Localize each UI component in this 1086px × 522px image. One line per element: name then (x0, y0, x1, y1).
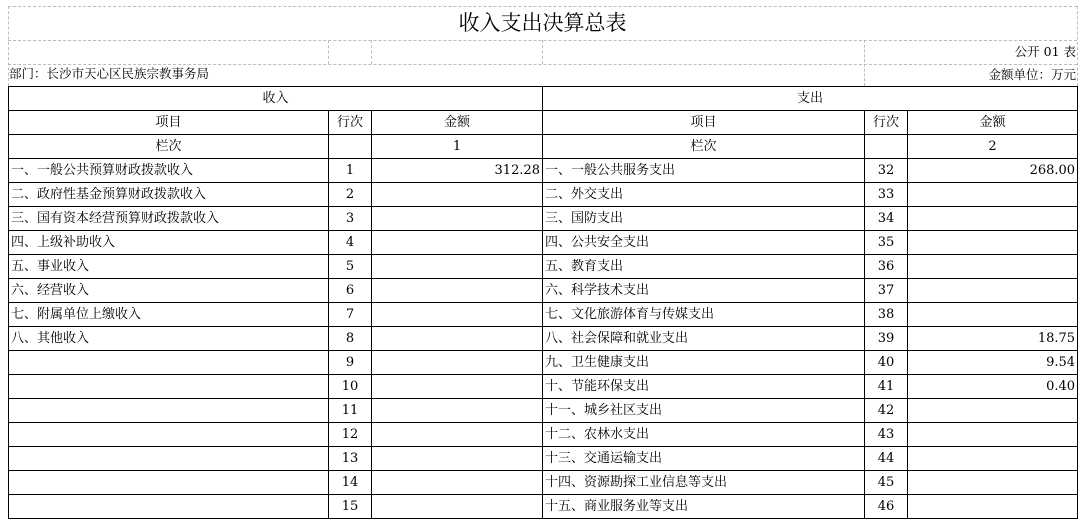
table-row (9, 447, 1078, 471)
expense-rowno-cell: 43 (865, 423, 908, 447)
income-rowno-cell: 1 (329, 159, 372, 183)
income-item-cell: 六、经营收入 (9, 279, 329, 303)
expense-item-cell: 二、外交支出 (543, 183, 865, 207)
income-amount-cell (372, 447, 543, 471)
income-item-cell: 三、国有资本经营预算财政拨款收入 (9, 207, 329, 231)
table-row (9, 279, 1078, 303)
expense-amount-cell (908, 279, 1078, 303)
gridline (371, 40, 372, 64)
income-amount-cell (372, 183, 543, 207)
income-seq-label: 栏次 (9, 135, 329, 159)
expense-item-cell: 十二、农林水支出 (543, 423, 865, 447)
expense-amount-cell: 268.00 (908, 159, 1078, 183)
table-row (9, 375, 1078, 399)
table-row (9, 399, 1078, 423)
income-item-cell (9, 447, 329, 471)
expense-rowno-cell: 38 (865, 303, 908, 327)
expense-item-cell: 十五、商业服务业等支出 (543, 495, 865, 519)
expense-rowno-cell: 35 (865, 231, 908, 255)
income-amount-cell (372, 471, 543, 495)
income-rowno-cell: 8 (329, 327, 372, 351)
expense-rowno-cell: 34 (865, 207, 908, 231)
income-rowno-header: 行次 (329, 111, 372, 135)
table-row (9, 231, 1078, 255)
gridline (328, 40, 329, 64)
expense-rowno-cell: 36 (865, 255, 908, 279)
unit-label: 金额单位：万元 (988, 67, 1076, 82)
header-row-columns (9, 111, 1078, 135)
expense-rowno-cell: 44 (865, 447, 908, 471)
expense-seq-number: 2 (908, 135, 1078, 159)
income-item-cell: 八、其他收入 (9, 327, 329, 351)
expense-amount-cell (908, 447, 1078, 471)
expense-seq-empty (865, 135, 908, 159)
header-row-section (9, 87, 1078, 111)
income-amount-cell (372, 327, 543, 351)
expense-amount-cell (908, 183, 1078, 207)
income-item-cell (9, 423, 329, 447)
income-rowno-cell: 14 (329, 471, 372, 495)
expense-rowno-cell: 39 (865, 327, 908, 351)
budget-table (8, 86, 1078, 519)
income-amount-cell (372, 207, 543, 231)
income-rowno-cell: 11 (329, 399, 372, 423)
income-amount-cell (372, 495, 543, 519)
expense-rowno-cell: 37 (865, 279, 908, 303)
income-amount-cell (372, 423, 543, 447)
income-item-cell (9, 351, 329, 375)
expense-seq-label: 栏次 (543, 135, 865, 159)
income-rowno-cell: 15 (329, 495, 372, 519)
expense-item-cell: 三、国防支出 (543, 207, 865, 231)
expense-rowno-cell: 41 (865, 375, 908, 399)
gridline (1077, 6, 1078, 86)
income-rowno-cell: 6 (329, 279, 372, 303)
income-rowno-cell: 2 (329, 183, 372, 207)
table-row (9, 351, 1078, 375)
expense-rowno-cell: 42 (865, 399, 908, 423)
page-title: 收入支出决算总表 (458, 11, 627, 35)
income-rowno-cell: 3 (329, 207, 372, 231)
income-item-cell: 一、一般公共预算财政拨款收入 (9, 159, 329, 183)
income-rowno-cell: 7 (329, 303, 372, 327)
header-row-seq (9, 135, 1078, 159)
expense-amount-cell: 0.40 (908, 375, 1078, 399)
income-header: 收入 (9, 87, 543, 111)
expense-amount-cell (908, 255, 1078, 279)
expense-amount-cell (908, 399, 1078, 423)
income-rowno-cell: 4 (329, 231, 372, 255)
expense-item-cell: 九、卫生健康支出 (543, 351, 865, 375)
income-item-cell: 四、上级补助收入 (9, 231, 329, 255)
expense-item-cell: 十一、城乡社区支出 (543, 399, 865, 423)
expense-amount-cell: 18.75 (908, 327, 1078, 351)
income-amount-cell (372, 279, 543, 303)
income-rowno-cell: 12 (329, 423, 372, 447)
table-row (9, 207, 1078, 231)
income-item-cell (9, 471, 329, 495)
expense-amount-cell (908, 207, 1078, 231)
table-row (9, 255, 1078, 279)
table-row (9, 471, 1078, 495)
table-row (9, 183, 1078, 207)
income-item-cell (9, 375, 329, 399)
expense-item-cell: 十、节能环保支出 (543, 375, 865, 399)
income-amount-header: 金额 (372, 111, 543, 135)
income-item-cell: 二、政府性基金预算财政拨款收入 (9, 183, 329, 207)
form-code: 公开 01 表 (1014, 44, 1076, 59)
income-rowno-cell: 10 (329, 375, 372, 399)
income-amount-cell (372, 375, 543, 399)
expense-item-cell: 六、科学技术支出 (543, 279, 865, 303)
expense-header: 支出 (543, 87, 1078, 111)
income-amount-cell (372, 351, 543, 375)
income-amount-cell (372, 231, 543, 255)
expense-amount-cell: 9.54 (908, 351, 1078, 375)
expense-rowno-cell: 32 (865, 159, 908, 183)
expense-amount-cell (908, 303, 1078, 327)
expense-item-cell: 一、一般公共服务支出 (543, 159, 865, 183)
income-item-cell (9, 399, 329, 423)
table-row (9, 495, 1078, 519)
income-amount-cell (372, 303, 543, 327)
expense-amount-cell (908, 423, 1078, 447)
income-rowno-cell: 5 (329, 255, 372, 279)
department-label: 部门：长沙市天心区民族宗教事务局 (9, 66, 210, 81)
income-seq-number: 1 (372, 135, 543, 159)
table-row (9, 423, 1078, 447)
expense-item-cell: 四、公共安全支出 (543, 231, 865, 255)
expense-amount-cell (908, 471, 1078, 495)
income-rowno-cell: 9 (329, 351, 372, 375)
table-row (9, 159, 1078, 183)
income-seq-empty (329, 135, 372, 159)
income-item-cell: 七、附属单位上缴收入 (9, 303, 329, 327)
income-amount-cell (372, 399, 543, 423)
income-amount-cell: 312.28 (372, 159, 543, 183)
expense-amount-cell (908, 231, 1078, 255)
gridline (864, 40, 865, 86)
expense-item-cell: 八、社会保障和就业支出 (543, 327, 865, 351)
expense-rowno-cell: 46 (865, 495, 908, 519)
expense-rowno-header: 行次 (865, 111, 908, 135)
table-row (9, 303, 1078, 327)
expense-item-header: 项目 (543, 111, 865, 135)
expense-item-cell: 七、文化旅游体育与传媒支出 (543, 303, 865, 327)
expense-amount-cell (908, 495, 1078, 519)
expense-rowno-cell: 33 (865, 183, 908, 207)
income-item-cell (9, 495, 329, 519)
expense-item-cell: 十四、资源勘探工业信息等支出 (543, 471, 865, 495)
income-item-cell: 五、事业收入 (9, 255, 329, 279)
expense-rowno-cell: 40 (865, 351, 908, 375)
expense-amount-header: 金额 (908, 111, 1078, 135)
income-amount-cell (372, 255, 543, 279)
income-rowno-cell: 13 (329, 447, 372, 471)
table-row (9, 327, 1078, 351)
expense-item-cell: 五、教育支出 (543, 255, 865, 279)
gridline (542, 40, 543, 64)
expense-rowno-cell: 45 (865, 471, 908, 495)
expense-item-cell: 十三、交通运输支出 (543, 447, 865, 471)
income-item-header: 项目 (9, 111, 329, 135)
